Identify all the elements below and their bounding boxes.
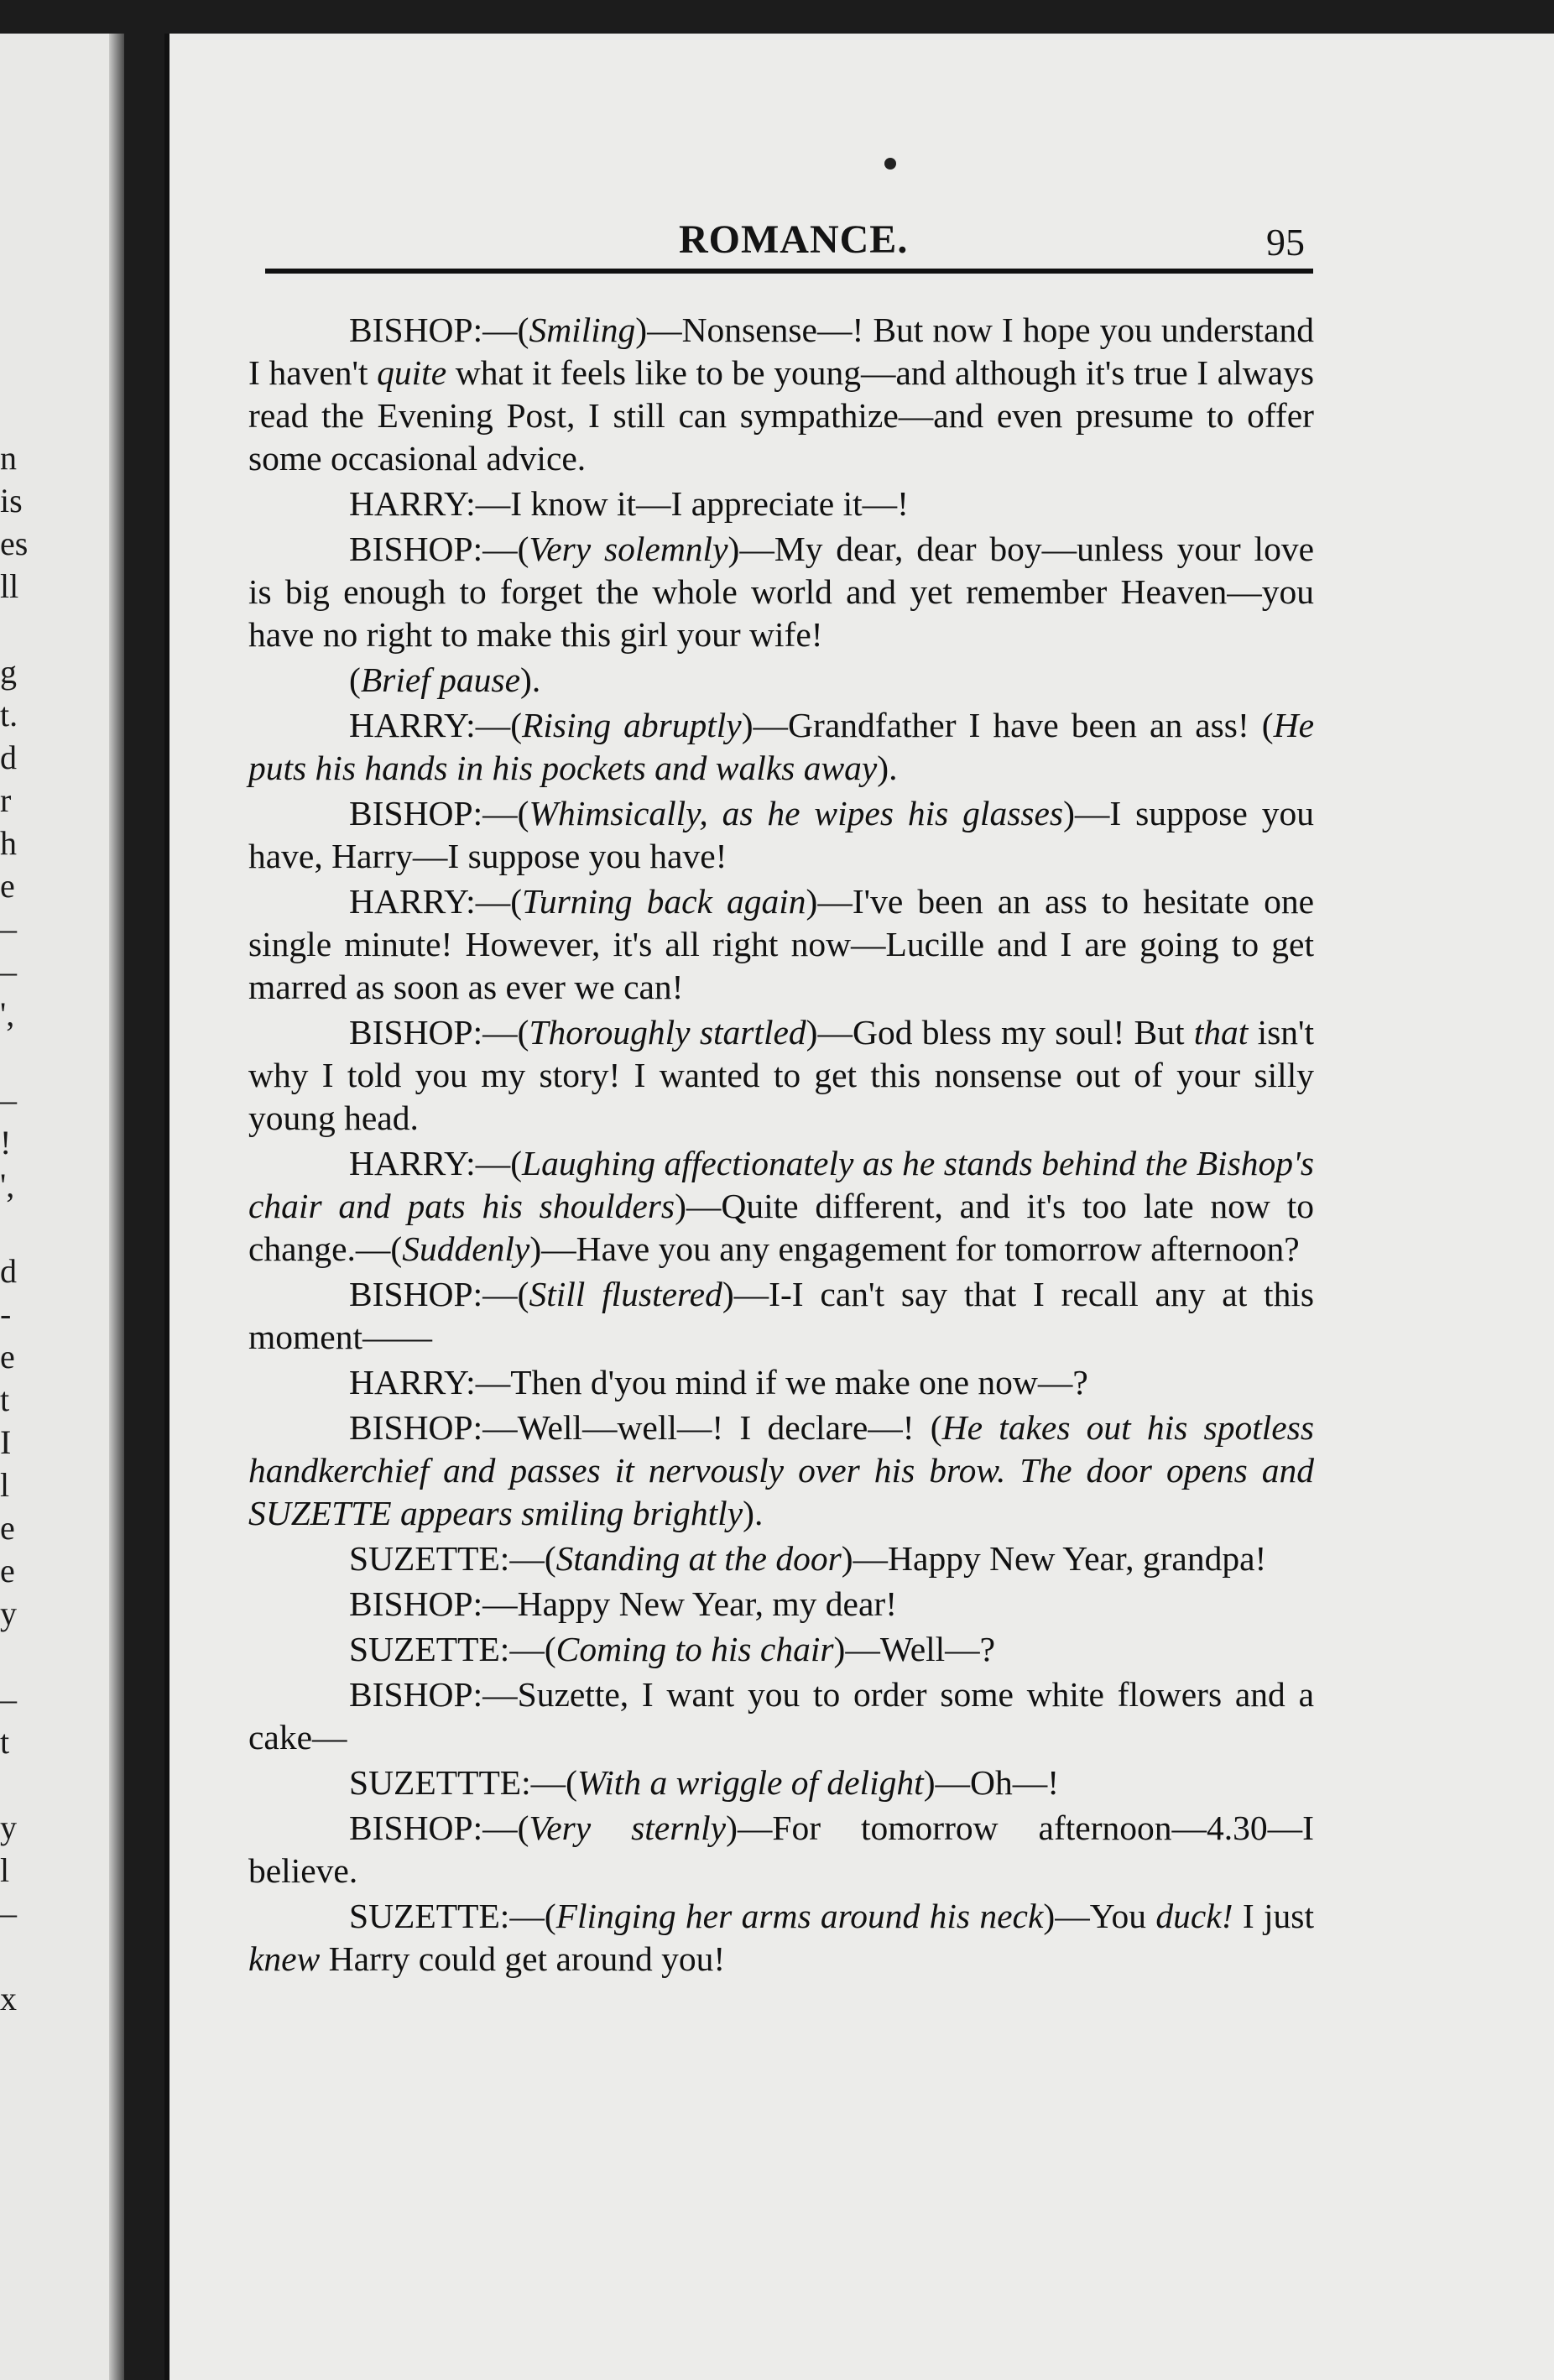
margin-fragment: d — [0, 739, 17, 776]
margin-fragment: g — [0, 653, 17, 691]
dialogue-paragraph — [248, 659, 1314, 702]
dialogue-paragraph — [248, 1762, 1314, 1804]
dialogue-text: isn't why I told you my story! I wanted to get this nonsense out of your silly young head. — [248, 1013, 1315, 1137]
stage-direction: knew — [248, 1939, 321, 1978]
stage-direction: that — [1193, 1013, 1249, 1052]
dialogue-paragraph — [248, 880, 1314, 1009]
page-speck — [884, 158, 896, 170]
play-text — [248, 309, 1314, 1983]
dialogue-text: BISHOP:—Happy New Year, my dear! — [349, 1584, 898, 1623]
dialogue-text: )—I-I can't say that I recall any at this moment—— — [248, 1275, 1315, 1356]
dialogue-text: SUZETTE:—( — [349, 1630, 556, 1668]
dialogue-text: )—God bless my soul! But — [806, 1013, 1194, 1052]
stage-direction: He puts his hands in his pockets and walks away — [248, 706, 1314, 787]
stage-direction: Very sternly — [529, 1808, 727, 1847]
dialogue-text: BISHOP:—Suzette, I want you to order some white flowers and a cake— — [248, 1675, 1314, 1756]
dialogue-text: ( — [349, 660, 361, 699]
margin-fragment: e — [0, 867, 15, 905]
margin-fragment: – — [0, 953, 17, 990]
running-title: ROMANCE. — [679, 217, 909, 262]
margin-fragment — [0, 1635, 34, 1678]
dialogue-text: )—Grandfather I have been an ass! ( — [741, 706, 1274, 744]
dialogue-text: HARRY:—I know it—I appreciate it—! — [349, 484, 909, 523]
margin-fragment: – — [0, 1680, 17, 1718]
dialogue-text: )—For tomorrow afternoon—4.30—I believe. — [248, 1808, 1314, 1890]
margin-fragment — [0, 1763, 34, 1806]
stage-direction: quite — [377, 353, 447, 392]
margin-fragment: – — [0, 910, 17, 947]
dialogue-text: )—Have you any engagement for tomorrow afternoon? — [529, 1229, 1300, 1268]
margin-fragment: l — [0, 1466, 10, 1504]
dialogue-text: BISHOP:—( — [349, 530, 529, 568]
stage-direction: Coming to his chair — [555, 1630, 834, 1668]
margin-fragment: ll — [0, 567, 19, 605]
dialogue-paragraph — [248, 1628, 1314, 1671]
dialogue-text: HARRY:—( — [349, 882, 523, 921]
stage-direction: Rising abruptly — [522, 706, 742, 744]
margin-fragment: n — [0, 439, 17, 477]
margin-fragment: y — [0, 1808, 17, 1846]
dialogue-paragraph — [248, 1011, 1314, 1140]
margin-fragment: – — [0, 1894, 17, 1932]
margin-fragment: - — [0, 1295, 12, 1333]
dialogue-paragraph — [248, 1361, 1314, 1404]
dialogue-text: BISHOP:—( — [349, 1275, 529, 1313]
margin-fragment: ', — [0, 995, 15, 1033]
margin-fragment: e — [0, 1338, 15, 1375]
dialogue-text: I just — [1233, 1897, 1314, 1935]
dialogue-text: HARRY:—Then d'you mind if we make one now—? — [349, 1363, 1088, 1401]
dialogue-text: HARRY:—( — [349, 706, 523, 744]
dialogue-text: ). — [877, 749, 898, 787]
margin-fragment — [0, 1036, 34, 1078]
dialogue-paragraph — [248, 483, 1314, 525]
book-gutter — [109, 34, 124, 2380]
dialogue-paragraph — [248, 1537, 1314, 1580]
dialogue-text: )—I suppose you have, Harry—I suppose you have! — [248, 794, 1314, 875]
stage-direction: With a wriggle of delight — [577, 1763, 924, 1802]
dialogue-text: BISHOP:—( — [349, 311, 529, 349]
margin-fragment: ', — [0, 1167, 15, 1204]
dialogue-paragraph — [248, 1895, 1314, 1981]
dialogue-text: )—I've been an ass to hesitate one single minute! However, it's all right now—Lucille and I are going to get marred as soon as ever we can! — [248, 882, 1315, 1006]
running-header — [265, 210, 1313, 274]
dialogue-text: SUZETTTE:—( — [349, 1763, 577, 1802]
margin-fragment: t — [0, 1381, 10, 1418]
margin-fragment: is — [0, 482, 23, 519]
dialogue-paragraph — [248, 528, 1314, 656]
stage-direction: Whimsically, as he wipes his glasses — [529, 794, 1064, 832]
dialogue-paragraph — [248, 1673, 1314, 1759]
dialogue-text: )—Oh—! — [923, 1763, 1060, 1802]
dialogue-text: Harry could get around you! — [320, 1939, 726, 1978]
stage-direction: Turning back again — [522, 882, 806, 921]
dialogue-text: )—My dear, dear boy—unless your love is big enough to forget the whole world and yet remember Heaven—you have no right to make this girl your wife! — [248, 530, 1314, 654]
margin-fragment: y — [0, 1594, 17, 1632]
dialogue-paragraph — [248, 792, 1314, 878]
dialogue-text: SUZETTE:—( — [349, 1539, 556, 1578]
dialogue-text: )—You — [1043, 1897, 1156, 1935]
margin-fragment: e — [0, 1552, 15, 1589]
dialogue-text: BISHOP:—Well—well—! I declare—! ( — [349, 1408, 942, 1447]
dialogue-text: what it feels like to be young—and although it's true I always read the Evening Post, I still can sympathize—and even presume to offer some occasional advice. — [248, 353, 1314, 478]
dialogue-text: ). — [743, 1494, 764, 1532]
stage-direction: Still flustered — [529, 1275, 722, 1313]
dialogue-text: HARRY:—( — [349, 1144, 523, 1182]
dialogue-text: )—Nonsense—! But now I hope you understand I haven't — [248, 311, 1314, 392]
dialogue-paragraph — [248, 1807, 1314, 1892]
stage-direction: Flinging her arms around his neck — [555, 1897, 1044, 1935]
stage-direction: Standing at the door — [555, 1539, 842, 1578]
stage-direction: Brief pause — [360, 660, 521, 699]
dialogue-text: ). — [520, 660, 541, 699]
margin-fragment: r — [0, 781, 12, 819]
margin-fragment: es — [0, 525, 29, 562]
margin-fragment: l — [0, 1851, 10, 1889]
dialogue-paragraph — [248, 704, 1314, 790]
stage-direction: Thoroughly startled — [529, 1013, 806, 1052]
margin-fragment: ! — [0, 1124, 12, 1161]
dialogue-text: )—Well—? — [833, 1630, 996, 1668]
facing-page-margin-text — [0, 436, 34, 2020]
dialogue-text: SUZETTE:—( — [349, 1897, 556, 1935]
stage-direction: duck! — [1155, 1897, 1233, 1935]
margin-fragment: e — [0, 1509, 15, 1547]
margin-fragment: – — [0, 1081, 17, 1119]
margin-fragment: h — [0, 824, 17, 862]
stage-direction: Smiling — [529, 311, 636, 349]
stage-direction: Suddenly — [402, 1229, 530, 1268]
margin-fragment: I — [0, 1423, 12, 1461]
margin-fragment: t — [0, 1723, 10, 1761]
dialogue-paragraph — [248, 1142, 1314, 1271]
margin-fragment: t. — [0, 696, 18, 733]
dialogue-paragraph — [248, 1583, 1314, 1626]
dialogue-text: BISHOP:—( — [349, 1013, 529, 1052]
margin-fragment — [0, 608, 34, 650]
dialogue-text: BISHOP:—( — [349, 794, 529, 832]
dialogue-text: )—Happy New Year, grandpa! — [841, 1539, 1267, 1578]
dialogue-text: BISHOP:—( — [349, 1808, 529, 1847]
margin-fragment: x — [0, 1980, 17, 2017]
margin-fragment — [0, 1207, 34, 1250]
page-number: 95 — [1266, 221, 1305, 264]
dialogue-paragraph — [248, 1273, 1314, 1359]
margin-fragment — [0, 1934, 34, 1977]
stage-direction: Laughing affectionately as he stands behind the Bishop's chair and pats his shoulders — [248, 1144, 1314, 1225]
dialogue-paragraph — [248, 309, 1314, 480]
margin-fragment: d — [0, 1252, 17, 1290]
stage-direction: Very solemnly — [529, 530, 728, 568]
dialogue-paragraph — [248, 1407, 1314, 1535]
dialogue-text: )—Quite different, and it's too late now to change.—( — [248, 1187, 1314, 1268]
stage-direction: He takes out his spotless handkerchief and passes it nervously over his brow. The door opens and SUZETTE appears smiling brightly — [248, 1408, 1314, 1532]
